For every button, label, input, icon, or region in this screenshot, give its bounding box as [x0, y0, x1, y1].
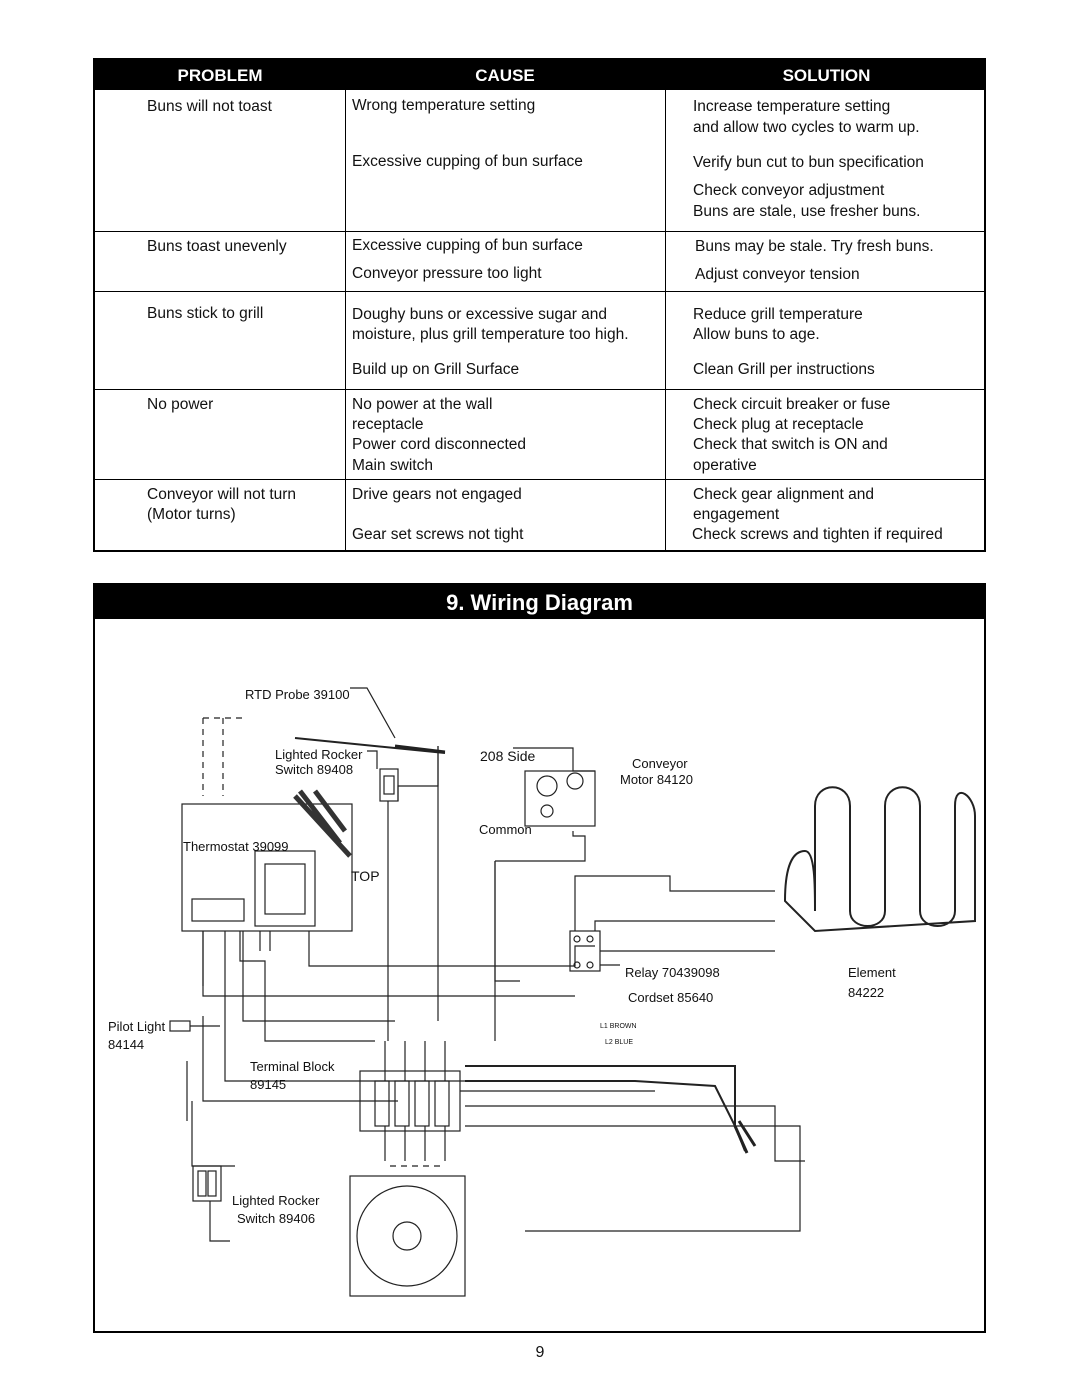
rocker-label: Lighted Rocker: [232, 1193, 320, 1208]
cause-cell: Excessive cupping of bun surface: [352, 153, 583, 170]
pilot-light-label: Pilot Light: [108, 1019, 166, 1034]
solution-cell: Check screws and tighten if required: [692, 526, 943, 543]
solution-cell: Clean Grill per instructions: [693, 361, 875, 378]
cause-cell: Doughy buns or excessive sugar and: [352, 306, 608, 323]
solution-cell: Buns may be stale. Try fresh buns.: [695, 238, 934, 255]
pilot-light-number: 84144: [108, 1037, 145, 1052]
terminal-block-number: 89145: [250, 1077, 287, 1092]
row-divider: [95, 479, 984, 480]
cause-cell: Conveyor pressure too light: [352, 265, 542, 282]
element-number: 84222: [848, 985, 885, 1000]
solution-cell: Verify bun cut to bun specification: [693, 154, 924, 171]
solution-cell: Allow buns to age.: [693, 326, 820, 343]
conveyor-label: Conveyor: [632, 756, 688, 771]
thermostat-label: Thermostat 39099: [183, 839, 289, 854]
terminal-block-label: Terminal Block: [250, 1059, 335, 1074]
cause-cell: Excessive cupping of bun surface: [352, 237, 583, 254]
problem-cell: Conveyor will not turn: [147, 486, 297, 503]
solution-cell: Check plug at receptacle: [693, 416, 864, 433]
relay-label: Relay 70439098: [625, 965, 720, 980]
cause-cell: Main switch: [352, 457, 433, 474]
cause-cell: Build up on Grill Surface: [352, 361, 520, 378]
row-divider: [95, 389, 984, 390]
solution-cell: Increase temperature setting: [693, 98, 891, 115]
l1-brown-label: L1 BROWN: [600, 1023, 637, 1030]
table-header: [95, 60, 984, 90]
problem-cell: No power: [147, 396, 214, 413]
wiring-diagram-title: 9. Wiring Diagram: [95, 585, 984, 619]
solution-cell: Check gear alignment and: [693, 486, 874, 503]
probe-dashed-wire: [203, 718, 245, 796]
solution-cell: and allow two cycles to warm up.: [693, 119, 920, 136]
solution-cell: engagement: [693, 506, 780, 523]
rocker-label: Lighted Rocker: [275, 747, 363, 762]
header-problem: PROBLEM: [177, 66, 263, 85]
pilot-light-84144: [170, 1021, 190, 1031]
problem-cell: Buns stick to grill: [147, 305, 264, 322]
solution-cell: Check that switch is ON and: [693, 436, 888, 453]
row-divider: [95, 231, 984, 232]
top-label: TOP: [351, 868, 380, 884]
thermostat-bulbs: [295, 791, 350, 856]
page-number: 9: [535, 1344, 545, 1361]
cause-cell: Wrong temperature setting: [352, 97, 536, 114]
solution-cell: Adjust conveyor tension: [695, 266, 860, 283]
l2-blue-label: L2 BLUE: [605, 1039, 634, 1046]
rocker-label: Switch 89408: [275, 762, 354, 777]
rocker-label: Switch 89406: [237, 1211, 316, 1226]
rocker-switch-89406: [193, 1166, 221, 1201]
leader-line: [350, 688, 395, 738]
cause-cell: Power cord disconnected: [352, 436, 527, 453]
cause-cell: receptacle: [352, 416, 424, 433]
rtd-probe-label: RTD Probe 39100: [245, 687, 350, 702]
solution-cell: Check circuit breaker or fuse: [693, 396, 891, 413]
cause-cell: No power at the wall: [352, 396, 493, 413]
cause-cell: Drive gears not engaged: [352, 486, 522, 503]
thermostat-transformer: [255, 851, 315, 926]
heating-element-84222: [785, 787, 975, 931]
cause-cell: moisture, plus grill temperature too high.: [352, 326, 629, 343]
solution-cell: Check conveyor adjustment: [693, 182, 885, 199]
solution-cell: Buns are stale, use fresher buns.: [693, 203, 921, 220]
conveyor-motor: [525, 771, 595, 826]
element-label: Element: [848, 965, 896, 980]
conveyor-motor-label: Motor 84120: [620, 772, 693, 787]
cause-cell: Gear set screws not tight: [352, 526, 524, 543]
cordset-label: Cordset 85640: [628, 990, 714, 1005]
cordset-85640: [465, 1066, 745, 1151]
problem-cell: Buns toast unevenly: [147, 238, 287, 255]
solution-cell: Reduce grill temperature: [693, 306, 863, 323]
wiring-diagram: [95, 621, 984, 1331]
problem-cell: (Motor turns): [147, 506, 236, 523]
troubleshooting-table: [93, 58, 986, 552]
row-divider: [95, 291, 984, 292]
side-208-label: 208 Side: [480, 748, 536, 764]
column-divider: [665, 90, 666, 550]
cooling-fan: [350, 1176, 465, 1296]
header-cause: CAUSE: [475, 66, 535, 85]
wiring-diagram-panel: [93, 583, 986, 1333]
header-solution: SOLUTION: [782, 66, 871, 85]
rocker-switch-89408: [380, 769, 398, 801]
column-divider: [345, 90, 346, 550]
common-label: Common: [479, 822, 532, 837]
problem-cell: Buns will not toast: [147, 98, 272, 115]
solution-cell: operative: [693, 457, 757, 474]
